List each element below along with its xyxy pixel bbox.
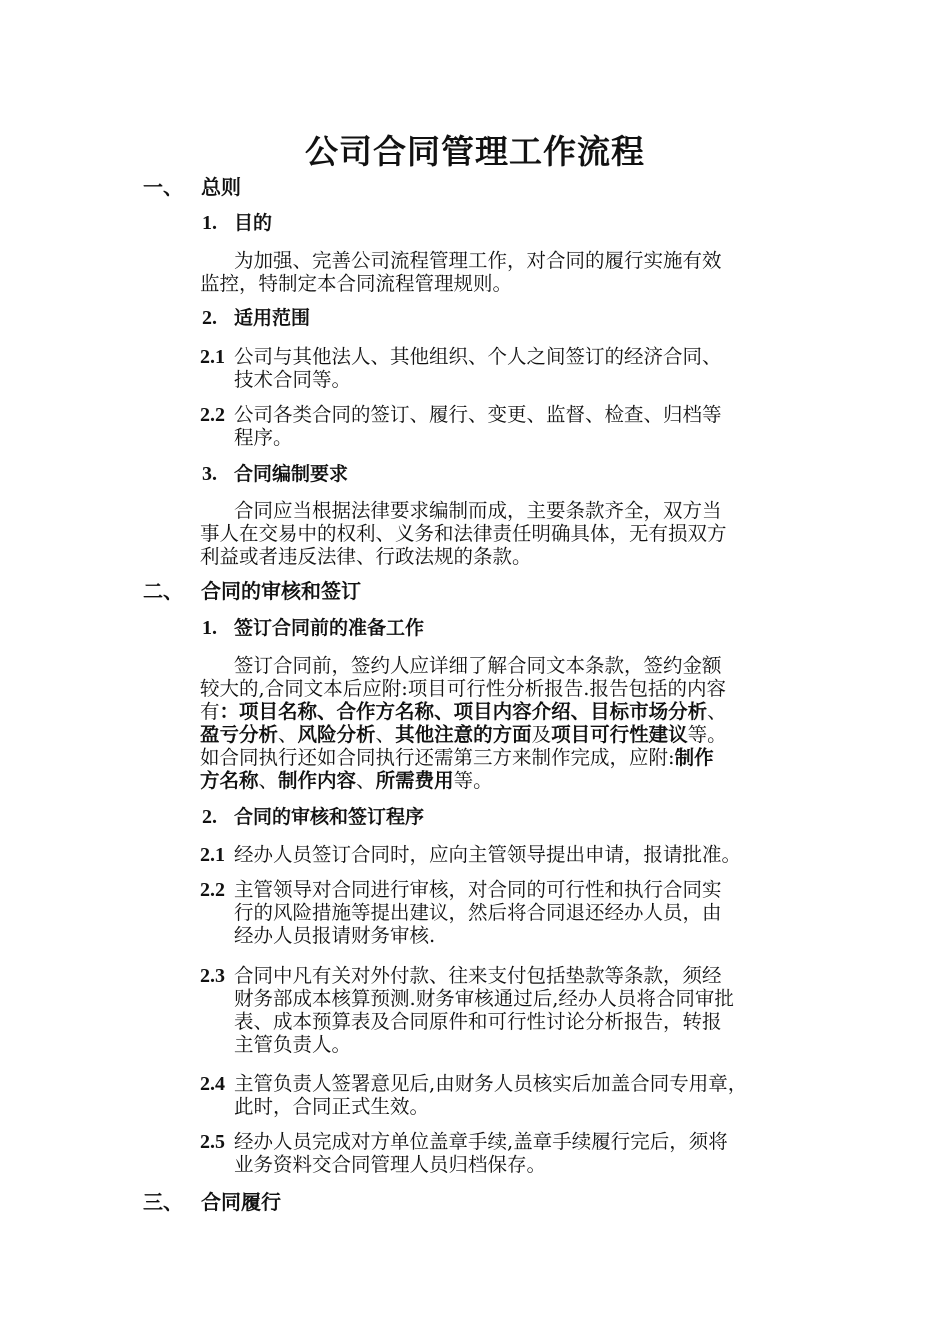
item-number: 2.1: [200, 346, 225, 368]
section-2-heading: [143, 577, 361, 605]
paragraph-preparation: [200, 654, 810, 792]
list-item-2-2: [200, 403, 820, 449]
list-item-2-5: [200, 1130, 820, 1176]
section-number: 二、: [143, 579, 183, 603]
subsection-number: 3.: [202, 463, 217, 485]
subsection-number: 1.: [202, 617, 217, 639]
text-line: 为加强、完善公司流程管理工作，对合同的履行实施有效: [234, 249, 722, 272]
item-number: 2.3: [200, 965, 225, 987]
subsection-title: 适用范围: [234, 307, 311, 329]
section-number: 一、: [143, 175, 183, 199]
subsection-1-1-heading: [202, 210, 272, 236]
paragraph-drafting-requirements: [200, 499, 810, 568]
text-line: 监控，特制定本合同流程管理规则。: [200, 272, 513, 295]
list-item-2-3: [200, 964, 820, 1056]
subsection-number: 2.: [202, 307, 217, 329]
text-line: 经办人员完成对方单位盖章手续,盖章手续履行完后，须将: [234, 1130, 728, 1153]
text-line: 经办人员报请财务审核.: [234, 924, 436, 947]
text-line: 较大的,合同文本后应附:项目可行性分析报告.报告包括的内容: [200, 677, 726, 700]
item-number: 2.1: [200, 844, 225, 866]
item-number: 2.5: [200, 1131, 225, 1153]
subsection-title: 签订合同前的准备工作: [234, 617, 425, 639]
item-number: 2.2: [200, 879, 225, 901]
list-item-2-1: [200, 843, 820, 866]
list-item-2-2: [200, 878, 820, 947]
section-title: 总则: [201, 175, 241, 199]
text-line: 主管负责人签署意见后,由财务人员核实后加盖合同专用章，: [234, 1072, 748, 1095]
text-line: 有：项目名称、合作方名称、项目内容介绍、目标市场分析、: [200, 700, 727, 723]
section-title: 合同的审核和签订: [201, 579, 361, 603]
text-line: 行的风险措施等提出建议，然后将合同退还经办人员，由: [234, 901, 722, 924]
subsection-1-3-heading: [202, 461, 348, 487]
text-line: 事人在交易中的权利、义务和法律责任明确具体，无有损双方: [200, 522, 727, 545]
section-number: 三、: [143, 1190, 183, 1214]
subsection-2-1-heading: [202, 615, 424, 641]
subsection-title: 目的: [234, 212, 273, 234]
text-line: 如合同执行还如合同执行还需第三方来制作完成，应附:制作: [200, 746, 714, 769]
text-line: 合同应当根据法律要求编制而成，主要条款齐全，双方当: [234, 499, 722, 522]
text-line: 表、成本预算表及合同原件和可行性讨论分析报告，转报: [234, 1010, 722, 1033]
text-line: 财务部成本核算预测.财务审核通过后,经办人员将合同审批: [234, 987, 734, 1010]
paragraph-purpose: [200, 249, 810, 295]
section-3-heading: [143, 1188, 281, 1216]
text-line: 业务资料交合同管理人员归档保存。: [234, 1153, 547, 1176]
text-line: 公司各类合同的签订、履行、变更、监督、检查、归档等: [234, 403, 722, 426]
text-line: 利益或者违反法律、行政法规的条款。: [200, 545, 532, 568]
text-line: 技术合同等。: [234, 368, 352, 391]
section-1-heading: [143, 173, 241, 201]
text-line: 此时，合同正式生效。: [234, 1095, 430, 1118]
subsection-title: 合同编制要求: [234, 463, 349, 485]
item-number: 2.2: [200, 404, 225, 426]
subsection-title: 合同的审核和签订程序: [234, 806, 425, 828]
text-line: 经办人员签订合同时，应向主管领导提出申请，报请批准。: [234, 843, 742, 866]
section-title: 合同履行: [201, 1190, 281, 1214]
text-line: 方名称、制作内容、所需费用等。: [200, 769, 493, 792]
list-item-2-4: [200, 1072, 820, 1118]
subsection-2-2-heading: [202, 804, 424, 830]
text-line: 公司与其他法人、其他组织、个人之间签订的经济合同、: [234, 345, 722, 368]
text-line: 程序。: [234, 426, 293, 449]
subsection-number: 1.: [202, 212, 217, 234]
text-line: 合同中凡有关对外付款、往来支付包括垫款等条款，须经: [234, 964, 722, 987]
text-line: 主管领导对合同进行审核，对合同的可行性和执行合同实: [234, 878, 722, 901]
subsection-1-2-heading: [202, 305, 310, 331]
text-line: 盈亏分析、风险分析、其他注意的方面及项目可行性建议等。: [200, 723, 727, 746]
subsection-number: 2.: [202, 806, 217, 828]
text-line: 主管负责人。: [234, 1033, 352, 1056]
list-item-2-1: [200, 345, 820, 391]
item-number: 2.4: [200, 1073, 225, 1095]
document-title: 公司合同管理工作流程: [305, 132, 645, 171]
text-line: 签订合同前，签约人应详细了解合同文本条款，签约金额: [234, 654, 722, 677]
